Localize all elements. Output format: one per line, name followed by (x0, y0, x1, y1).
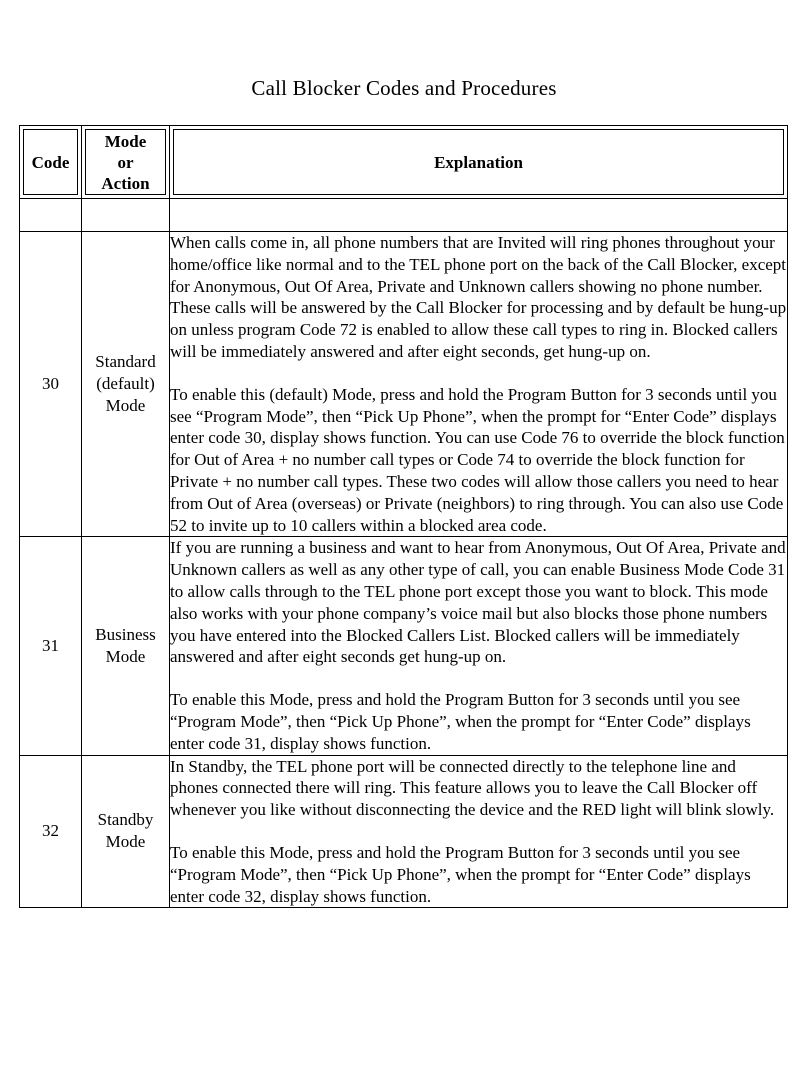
header-mode-line: Mode (104, 131, 147, 151)
mode-cell (82, 232, 170, 537)
header-explanation (170, 126, 787, 199)
mode-line: (default) (96, 374, 155, 394)
table-row (20, 756, 787, 908)
header-row (20, 126, 787, 199)
mode-cell (82, 537, 170, 755)
code-cell: 30 (20, 232, 82, 537)
empty-row (20, 199, 787, 232)
empty-cell (82, 199, 170, 232)
header-mode-line: or (117, 152, 134, 172)
header-code-label: Code (31, 152, 70, 172)
mode-line: Standby (97, 810, 154, 830)
table-row (20, 537, 787, 755)
header-code (20, 126, 82, 199)
mode-line: Mode (105, 832, 146, 852)
code-cell: 32 (20, 756, 82, 908)
empty-cell (20, 199, 82, 232)
empty-cell (170, 199, 787, 232)
explanation-paragraph: To enable this (default) Mode, press and hold the Program Button for 3 seconds until you see “Program Mode”, then “Pick Up Phone”, when the prompt for “Enter Code” displays enter code 30, display shows function. You can use Code 76 to override the block function for Out of Area + no number call types or Code 74 to override the block function for Private + no number call types. These two codes will allow those callers you need to hear from Out of Area (overseas) or Private (neighbors) to ring through. You can also use Code 52 to invite up to 10 callers within a blocked area code. (170, 384, 785, 535)
mode-line: Mode (105, 396, 146, 416)
explanation-paragraph: If you are running a business and want to hear from Anonymous, Out Of Area, Private and Unknown callers as well as any other type of call, you can enable Business Mode Code 31 to allow calls through to the TEL phone port except those you want to block. This mode also works with your phone company’s voice mail but also blocks those phone numbers you have entered into the Blocked Callers List. Blocked callers will be immediately answered and after eight seconds get hung-up on. (170, 538, 786, 667)
explanation-paragraph: To enable this Mode, press and hold the Program Button for 3 seconds until you see “Program Mode”, then “Pick Up Phone”, when the prompt for “Enter Code” displays enter code 31, display shows function. (170, 690, 751, 753)
explanation-paragraph: To enable this Mode, press and hold the Program Button for 3 seconds until you see “Program Mode”, then “Pick Up Phone”, when the prompt for “Enter Code” displays enter code 32, display shows function. (170, 842, 751, 906)
mode-line: Standard (95, 352, 156, 372)
mode-cell (82, 756, 170, 908)
code-cell: 31 (20, 537, 82, 755)
explanation-paragraph: In Standby, the TEL phone port will be connected directly to the telephone line and phones connected there will ring. This feature allows you to leave the Call Blocker off whenever you like without disconnecting the device and the RED light will blink slowly. (170, 756, 775, 820)
header-mode (82, 126, 170, 199)
header-explanation-label: Explanation (434, 152, 523, 172)
explanation-paragraph: When calls come in, all phone numbers that are Invited will ring phones throughout your home/office like normal and to the TEL phone port on the back of the Call Blocker, except for Anonymous, Out Of Area, Private and Unknown callers showing no phone number. These calls will be answered by the Call Blocker for processing and by default be hung-up on unless program Code 72 is enabled to allow these call types to ring in. Blocked callers will be immediately answered and after eight seconds, get hung-up on. (170, 233, 787, 361)
table-row (20, 232, 787, 537)
header-mode-line: Action (101, 173, 150, 193)
explanation-cell (170, 232, 787, 537)
mode-line: Business (95, 624, 156, 644)
mode-line: Mode (105, 646, 146, 666)
explanation-cell (170, 756, 787, 908)
page-title: Call Blocker Codes and Procedures (251, 76, 557, 100)
explanation-cell (170, 537, 787, 755)
codes-table (19, 125, 788, 908)
